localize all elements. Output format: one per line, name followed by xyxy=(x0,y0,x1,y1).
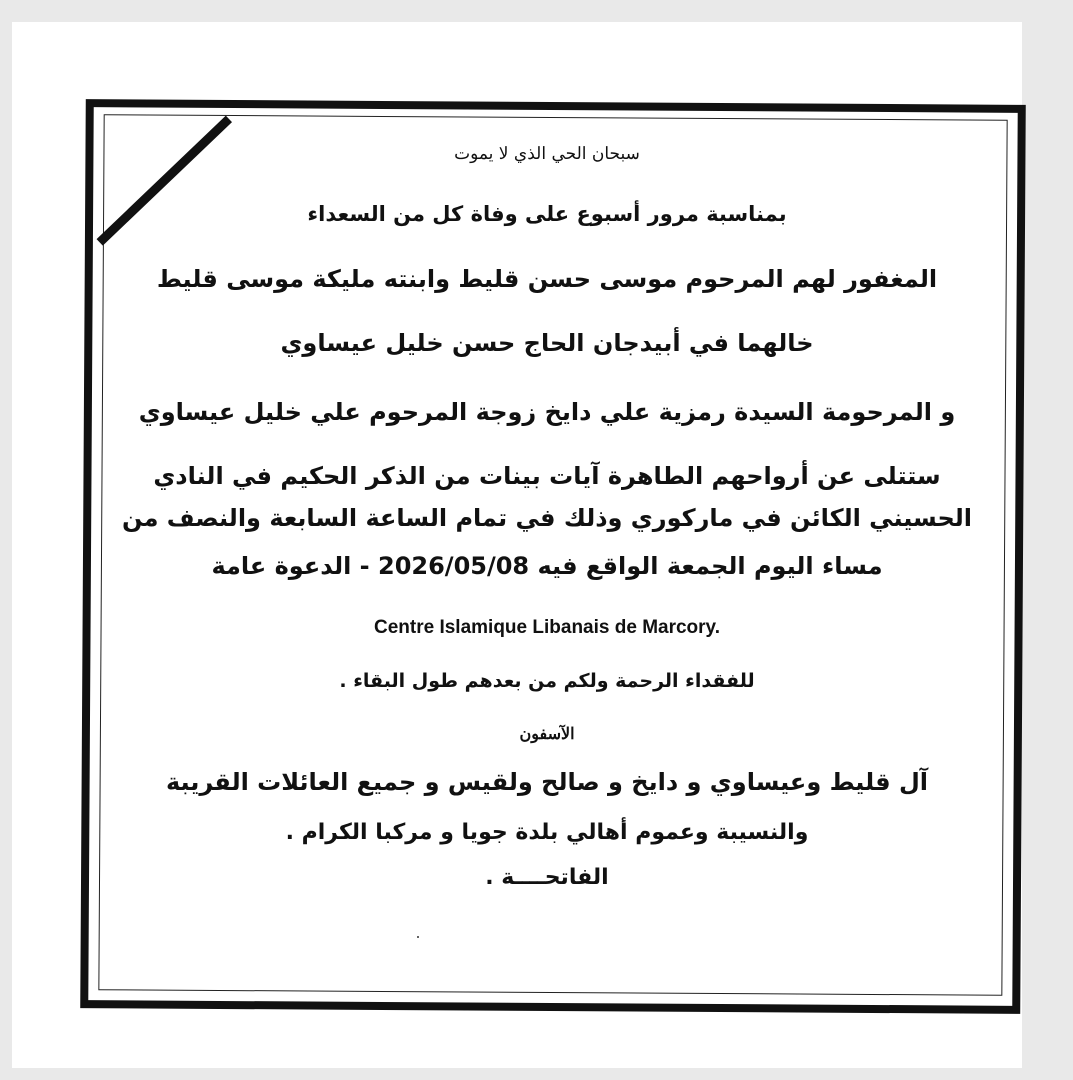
notice-line-occasion: بمناسبة مرور أسبوع على وفاة كل من السعداء xyxy=(307,202,787,226)
stray-dot xyxy=(417,936,419,938)
notice-paper xyxy=(12,22,1022,1068)
mourning-ribbon-icon xyxy=(93,107,254,268)
notice-line-ceremony-1: ستتلى عن أرواحهم الطاهرة آيات بينات من الذكر الحكيم في النادي xyxy=(153,462,941,490)
notice-line-deceased: المغفور لهم المرحوم موسى حسن قليط وابنته مليكة موسى قليط xyxy=(156,265,938,293)
notice-line-ceremony-2: الحسيني الكائن في ماركوري وذلك في تمام الساعة السابعة والنصف من xyxy=(121,504,973,532)
notice-line-uncle: خالهما في أبيدجان الحاج حسن خليل عيساوي xyxy=(280,329,814,357)
notice-mourners-label: الآسفون xyxy=(519,724,575,743)
notice-venue-latin: Centre Islamique Libanais de Marcory. xyxy=(374,617,720,638)
notice-line-date: مساء اليوم الجمعة الواقع فيه 2026/05/08 - الدعوة عامة xyxy=(211,552,883,580)
notice-fatiha: الفاتحــــة . xyxy=(485,865,609,890)
notice-heading: سبحان الحي الذي لا يموت xyxy=(454,144,640,164)
notice-line-widow: و المرحومة السيدة رمزية علي دايخ زوجة المرحوم علي خليل عيساوي xyxy=(138,398,956,426)
notice-mourners-line-1: آل قليط وعيساوي و دايخ و صالح ولقيس و جميع العائلات القريبة xyxy=(166,768,928,796)
notice-mourners-line-2: والنسيبة وعموم أهالي بلدة جويا و مركبا الكرام . xyxy=(285,820,809,845)
notice-condolence: للفقداء الرحمة ولكم من بعدهم طول البقاء . xyxy=(339,670,755,692)
